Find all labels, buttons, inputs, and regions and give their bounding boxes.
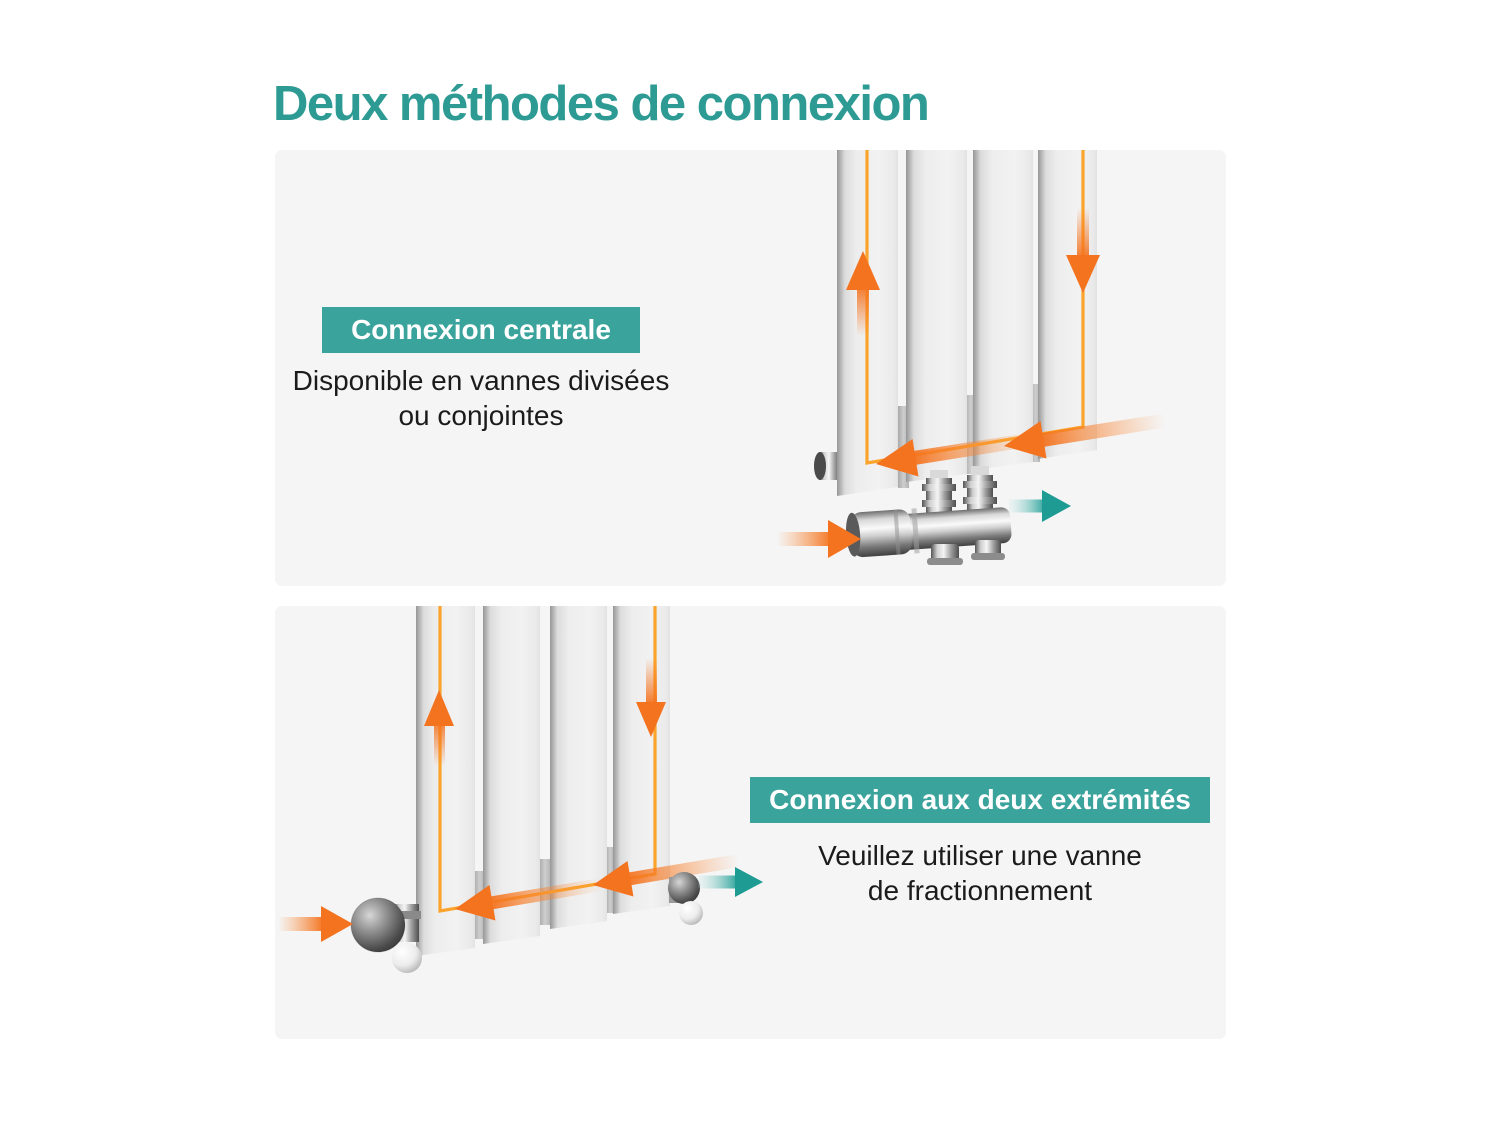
description-line: Disponible en vannes divisées <box>292 365 670 396</box>
description-line: ou conjointes <box>398 400 564 431</box>
thermostatic-valve-icon <box>351 898 422 973</box>
inlet-arrow-icon <box>278 906 353 942</box>
badge-both-ends-connection: Connexion aux deux extrémités <box>750 777 1210 823</box>
page-title: Deux méthodes de connexion <box>273 77 929 131</box>
description-line: de fractionnement <box>867 875 1093 906</box>
description-both-ends-connection <box>780 838 1180 908</box>
section-central-connection <box>275 150 1226 586</box>
outlet-arrow-icon <box>1009 490 1071 522</box>
section-both-ends-connection <box>275 606 1226 1039</box>
wall-bracket-icon <box>814 452 841 480</box>
description-central-connection <box>281 363 681 433</box>
description-line: Veuillez utiliser une vanne <box>818 840 1142 871</box>
badge-central-connection: Connexion centrale <box>322 307 640 353</box>
lockshield-valve-icon <box>668 872 703 925</box>
